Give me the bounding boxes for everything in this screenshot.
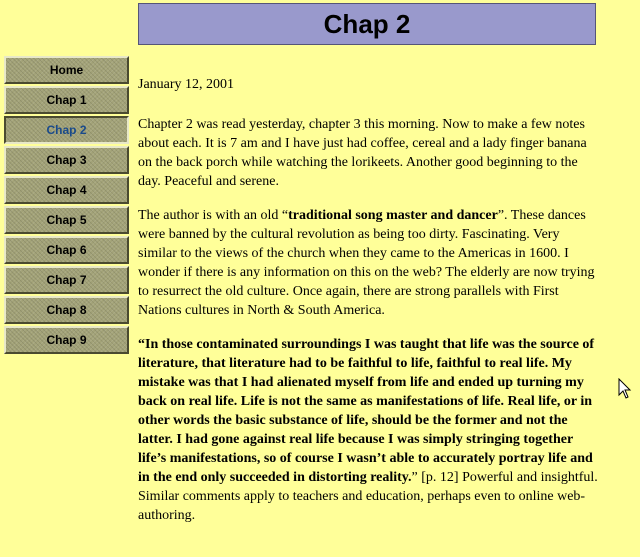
journal-entry [138, 75, 600, 540]
nav-button-chap-8[interactable]: Chap 8 [4, 296, 129, 324]
paragraph-quotation [138, 335, 600, 525]
quotation-commentary: ” [p. 12] Powerful and insightful. Similar comments apply to teachers and education, perhaps even to online web-authoring. [138, 470, 598, 523]
nav-button-chap-1[interactable]: Chap 1 [4, 86, 129, 114]
nav-button-chap-4[interactable]: Chap 4 [4, 176, 129, 204]
nav-button-chap-2[interactable]: Chap 2 [4, 116, 129, 144]
chapter-nav [4, 56, 129, 356]
nav-button-chap-7[interactable]: Chap 7 [4, 266, 129, 294]
mouse-pointer-icon [618, 378, 632, 400]
title-banner [138, 3, 596, 45]
paragraph-text-after: ”. These dances were banned by the cultural revolution as being too dirty. Fascinating. Very similar to the views of the church when they came to the Americas in 1600. I wonder if there is any information on this on the web? The elderly are now trying to resurrect the old culture. Once again, there are strong parallels with First Nations cultures in North & South America. [138, 208, 595, 318]
paragraph-text-before: The author is with an old “ [138, 208, 289, 223]
page-title: Chap 2 [323, 8, 411, 39]
nav-button-chap-6[interactable]: Chap 6 [4, 236, 129, 264]
nav-button-chap-9[interactable]: Chap 9 [4, 326, 129, 354]
nav-button-chap-5[interactable]: Chap 5 [4, 206, 129, 234]
entry-date: January 12, 2001 [138, 77, 235, 92]
nav-button-home[interactable]: Home [4, 56, 129, 84]
highlighted-phrase: traditional song master and dancer [288, 208, 498, 223]
paragraph-author-context [138, 206, 600, 320]
paragraph-reading-notes: Chapter 2 was read yesterday, chapter 3 this morning. Now to make a few notes about each. It is 7 am and I have just had coffee, cereal and a lady finger banana on the back porch while watching the lorikeets. Another good beginning to the day. Peaceful and serene. [138, 117, 587, 189]
nav-button-chap-3[interactable]: Chap 3 [4, 146, 129, 174]
book-quotation: “In those contaminated surroundings I was taught that life was the source of literature, that literature had to be faithful to life, faithful to real life. My mistake was that I had alienated myself from life and ended up turning my back on real life. Life is not the same as manifestations of life. Real life, or in other words the basic substance of life, should be the former and not the latter. I had gone against real life because I was simply stringing together life’s manifestations, so of course I wasn’t able to accurately portray life and in the end only succeeded in distorting reality. [138, 337, 595, 485]
